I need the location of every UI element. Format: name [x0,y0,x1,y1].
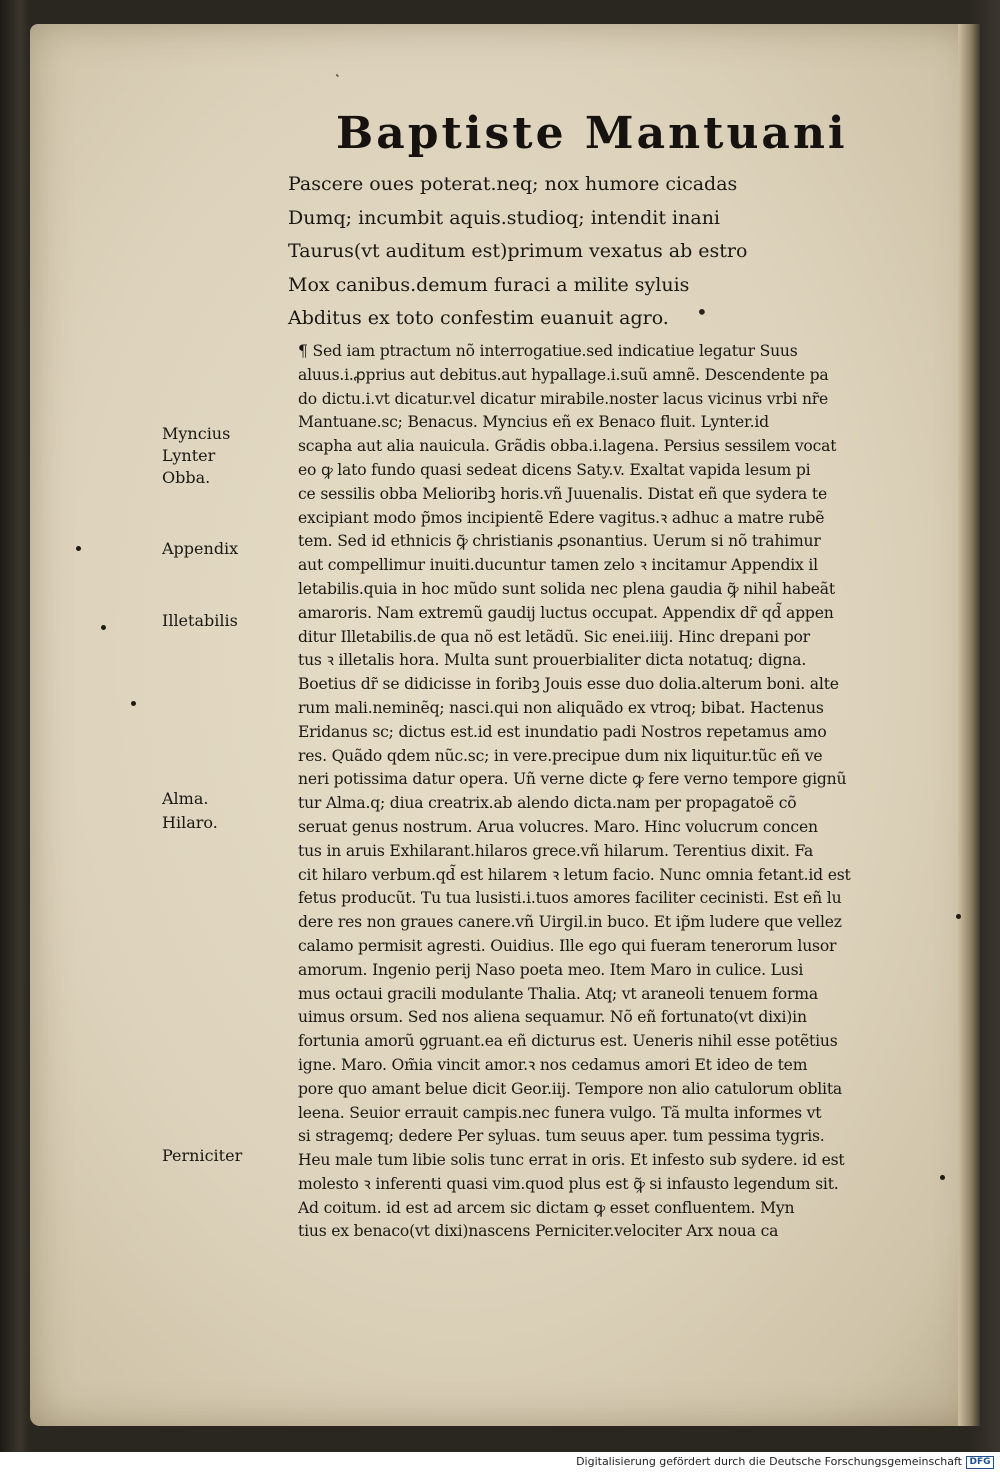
commentary-line: Eridanus sc; dictus est.id est inundatio padi Nostros repetamus amo [298,722,827,741]
commentary-line: si stragemq; dedere Per syluas. tum seuus aper. tum pessima tygris. [298,1127,825,1146]
commentary-line: scapha aut alia nauicula. Grãdis obba.i.lagena. Persius sessilem vocat [298,437,837,456]
commentary-block [298,340,938,1244]
commentary-line: tus in aruis Exhilarant.hilaros grece.vñ hilarum. Terentius dixit. Fa [298,841,814,860]
commentary-line: uimus orsum. Sed nos aliena sequamur. Nõ eñ fortunato(vt dixi)in [298,1008,807,1027]
verse-line: Pascere oues poterat.neq; nox humore cicadas [288,173,738,195]
page-gutter-edge [958,24,980,1426]
margin-dot [101,625,106,630]
commentary-line: tem. Sed id ethnicis ꝙ̃ christianis ꝓsonantius. Uerum si nõ trahimur [298,532,821,551]
commentary-line: excipiant modo p̃mos incipientẽ Edere vagitus.ꝛ adhuc a matre rubẽ [298,508,825,527]
commentary-line: do dictu.i.vt dicatur.vel dicatur mirabile.noster lacus vicinus vrbi nr̃e [298,389,829,408]
commentary-line: fetus producũt. Tu tua lusisti.i.tuos amores faciliter cecinisti. Est eñ lu [298,889,842,908]
margin-gloss: Appendix [162,539,239,558]
margin-dot [956,914,961,919]
commentary-line: Ad coitum. id est ad arcem sic dictam ꝙ esset confluentem. Myn [298,1198,795,1217]
verse-line: Dumq; incumbit aquis.studioq; intendit inani [288,206,721,229]
commentary-line: res. Quãdo qdem nũc.sc; in vere.precipue dum nix liquitur.tũc eñ ve [298,746,823,765]
verse-line: Abditus ex toto confestim euanuit agro. [288,307,669,329]
margin-dot [940,1175,945,1180]
margin-gloss: Illetabilis [162,611,238,630]
commentary-line: fortunia amorũ ꝯgruant.ea eñ dicturus est. Ueneris nihil esse potẽtius [298,1032,838,1051]
commentary-line: tius ex benaco(vt dixi)nascens Perniciter.velociter Arx noua ca [298,1222,779,1241]
commentary-line: mus octaui gracili modulante Thalia. Atq; vt araneoli tenuem forma [298,984,818,1003]
commentary-line: pore quo amant belue dicit Geor.iij. Tempore non alio catulorum oblita [298,1079,842,1098]
commentary-line: igne. Maro. Om̃ia vincit amor.ꝛ nos cedamus amori Et ideo de tem [298,1055,808,1074]
funding-credit: Digitalisierung gefördert durch die Deutsche Forschungsgemeinschaft [576,1455,962,1468]
commentary-line: ¶ Sed iam ptractum nõ interrogatiue.sed indicatiue legatur Suus [298,342,798,360]
commentary-line: letabilis.quia in hoc mũdo sunt solida nec plena gaudia ꝙ̃ nihil habeãt [298,579,835,598]
margin-gloss: Lynter [162,446,216,465]
commentary-line: calamo permisit agresti. Ouidius. Ille ego qui fueram tenerorum lusor [298,936,837,955]
commentary-line: Heu male tum libie solis tunc errat in oris. Et infesto sub sydere. id est [298,1151,845,1170]
margin-gloss: Hilaro. [162,813,218,832]
page-title: Baptiste Mantuani [336,108,848,159]
margin-gloss: Perniciter [162,1146,243,1165]
commentary-line: Boetius dr̃ se didicisse in foribꝫ Jouis esse duo dolia.alterum boni. alte [298,675,839,694]
commentary-line: eo ꝙ lato fundo quasi sedeat dicens Saty.v. Exaltat vapida lesum pi [298,460,811,479]
commentary-line: Mantuane.sc; Benacus. Myncius eñ ex Benaco fluit. Lynter.id [298,413,769,432]
verse-block [288,168,828,336]
margin-gloss: Obba. [162,468,211,487]
commentary-line: cit hilaro verbum.qd̃ est hilarem ꝛ letum facio. Nunc omnia fetant.id est [298,865,851,884]
commentary-line: aut compellimur inuiti.ducuntur tamen zelo ꝛ incitamur Appendix il [298,556,818,575]
verse-line: Mox canibus.demum furaci a milite syluis [288,273,690,296]
commentary-line: amorum. Ingenio perij Naso poeta meo. Item Maro in culice. Lusi [298,960,804,979]
commentary-line: tus ꝛ illetalis hora. Multa sunt prouerbialiter dicta notatuq; digna. [298,651,807,670]
commentary-line: neri potissima datur opera. Uñ verne dicte ꝙ fere verno tempore gignũ [298,770,847,789]
stray-mark: ˛ [334,62,341,78]
commentary-line: dere res non graues canere.vñ Uirgil.in buco. Et ip̃m ludere que vellez [298,913,842,932]
commentary-line: rum mali.neminẽq; nasci.qui non aliquãdo ex vtroq; bibat. Hactenus [298,698,824,717]
ink-blot: • [696,300,708,324]
commentary-line: leena. Seuior errauit campis.nec funera vulgo. Tã multa informes vt [298,1103,822,1122]
margin-dot [76,546,81,551]
commentary-line: ce sessilis obba Melioribꝫ horis.vñ Juuenalis. Distat eñ que sydera te [298,484,827,503]
margin-gloss: Alma. [162,789,209,808]
margin-dot [131,701,136,706]
commentary-line: ditur Illetabilis.de qua nõ est letãdũ. Sic enei.iiij. Hinc drepani por [298,627,810,646]
verse-line: Taurus(vt auditum est)primum vexatus ab estro [288,240,748,262]
commentary-line: seruat genus nostrum. Arua volucres. Maro. Hinc volucrum concen [298,817,818,836]
commentary-line: amaroris. Nam extremũ gaudij luctus occupat. Appendix dr̃ qd̃ appen [298,603,834,622]
margin-gloss: Myncius [162,424,231,443]
commentary-line: aluus.i.ꝓprius aut debitus.aut hypallage.i.suũ amnẽ. Descendente pa [298,365,829,384]
commentary-line: molesto ꝛ inferenti quasi vim.quod plus est ꝙ̃ si infausto legendum sit. [298,1174,839,1193]
commentary-line: tur Alma.q; diua creatrix.ab alendo dicta.nam per propagatoẽ cõ [298,794,797,813]
footer-bar [0,1452,1000,1473]
dfg-logo: DFG [966,1456,994,1469]
